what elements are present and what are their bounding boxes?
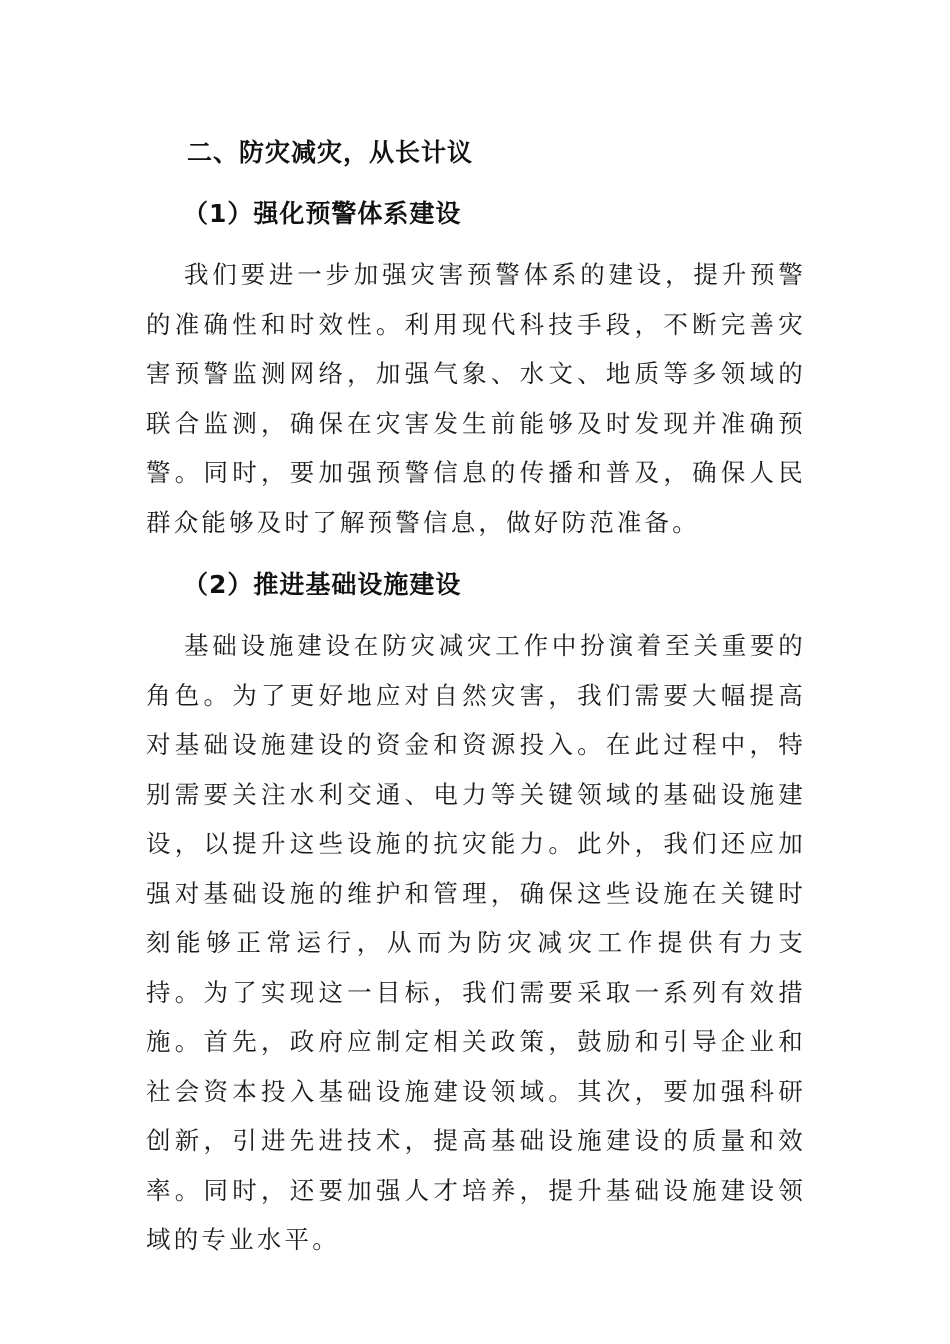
section-heading-main: 二、防灾减灾，从长计议: [187, 138, 474, 167]
subsection-heading-infrastructure: （2）推进基础设施建设: [183, 570, 462, 599]
subsection-heading-warning-system: （1）强化预警体系建设: [183, 199, 462, 228]
paragraph-warning-system: 我们要进一步加强灾害预警体系的建设，提升预警的准确性和时效性。利用现代科技手段，不断完善灾害预警监测网络，加强气象、水文、地质等多领域的联合监测，确保在灾害发生前能够及时发现并准确预警。同时，要加强预警信息的传播和普及，确保人民群众能够及时了解预警信息，做好防范准备。: [146, 260, 806, 537]
paragraph-infrastructure: 基础设施建设在防灾减灾工作中扮演着至关重要的角色。为了更好地应对自然灾害，我们需要大幅提高对基础设施建设的资金和资源投入。在此过程中，特别需要关注水利交通、电力等关键领域的基础设施建设，以提升这些设施的抗灾能力。此外，我们还应加强对基础设施的维护和管理，确保这些设施在关键时刻能够正常运行，从而为防灾减灾工作提供有力支持。为了实现这一目标，我们需要采取一系列有效措施。首先，政府应制定相关政策，鼓励和引导企业和社会资本投入基础设施建设领域。其次，要加强科研创新，引进先进技术，提高基础设施建设的质量和效率。同时，还要加强人才培养，提升基础设施建设领域的专业水平。: [146, 631, 806, 1254]
